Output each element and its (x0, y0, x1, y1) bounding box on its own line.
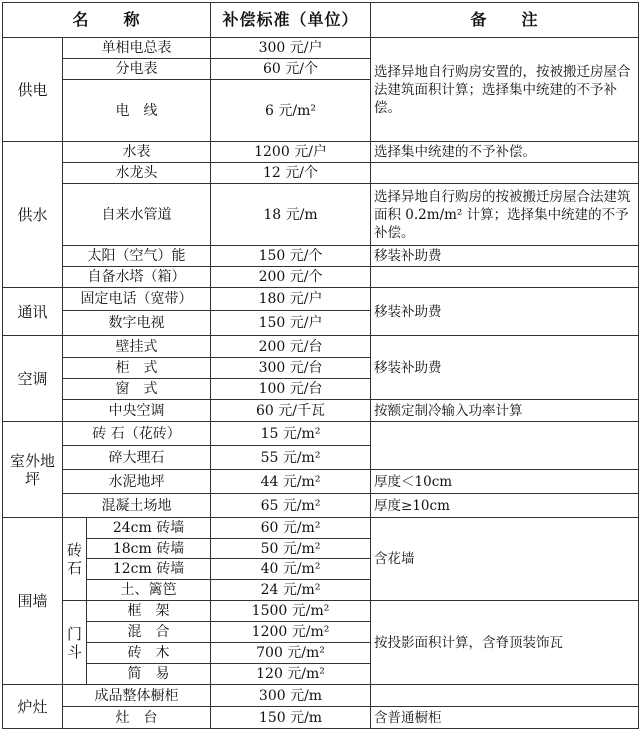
item-standard: 1200 元/m² (211, 622, 371, 643)
item-name: 灶 台 (63, 707, 211, 729)
note-empty (371, 422, 639, 470)
note-concrete: 厚度≥10cm (371, 494, 639, 518)
item-standard: 55 元/m² (211, 446, 371, 470)
item-standard: 1200 元/户 (211, 142, 371, 163)
item-standard: 100 元/台 (211, 379, 371, 400)
table-row (3, 518, 639, 539)
item-standard: 60 元/千瓦 (211, 400, 371, 422)
note-stove: 含普通橱柜 (371, 707, 639, 729)
item-name: 电 线 (63, 80, 211, 142)
item-standard: 180 元/户 (211, 288, 371, 311)
table-row (3, 707, 639, 729)
item-standard: 300 元/m (211, 685, 371, 707)
table-row (3, 288, 639, 311)
item-name: 成品整体橱柜 (63, 685, 211, 707)
item-name: 水表 (63, 142, 211, 163)
table-row (3, 163, 639, 184)
table-row (3, 601, 639, 622)
table-row (3, 142, 639, 163)
compensation-table (2, 2, 639, 729)
item-name: 土、篱笆 (87, 580, 211, 601)
item-name: 自来水管道 (63, 184, 211, 246)
note-ac: 移装补助费 (371, 336, 639, 400)
item-standard: 60 元/m² (211, 518, 371, 539)
table-row (3, 400, 639, 422)
item-name: 混凝土场地 (63, 494, 211, 518)
item-standard: 15 元/m² (211, 422, 371, 446)
note-telecom: 移装补助费 (371, 288, 639, 336)
item-name: 分电表 (63, 59, 211, 80)
note-water-pipe: 选择异地自行购房的按被搬迁房屋合法建筑面积 0.2m/m² 计算；选择集中统建的不予补偿。 (371, 184, 639, 246)
category-water: 供水 (3, 142, 63, 288)
item-standard: 150 元/户 (211, 311, 371, 336)
item-name: 水龙头 (63, 163, 211, 184)
table-row (3, 494, 639, 518)
item-name: 18cm 砖墙 (87, 539, 211, 559)
item-name: 砖 石（花砖） (63, 422, 211, 446)
header-row (3, 3, 639, 38)
subcategory-gate: 门斗 (63, 601, 87, 685)
item-name: 太阳（空气）能 (63, 246, 211, 267)
item-standard: 12 元/个 (211, 163, 371, 184)
note-power: 选择异地自行购房安置的，按被搬迁房屋合法建筑面积计算；选择集中统建的不予补偿。 (371, 38, 639, 142)
item-standard: 65 元/m² (211, 494, 371, 518)
header-standard: 补偿标准（单位） (211, 3, 371, 38)
item-name: 简 易 (87, 664, 211, 685)
category-telecom: 通讯 (3, 288, 63, 336)
table-row (3, 336, 639, 358)
note-brick-wall: 含花墙 (371, 518, 639, 601)
item-name: 混 合 (87, 622, 211, 643)
item-name: 12cm 砖墙 (87, 559, 211, 580)
note-empty (371, 163, 639, 184)
note-empty (371, 267, 639, 288)
item-name: 框 架 (87, 601, 211, 622)
item-name: 水泥地坪 (63, 470, 211, 494)
item-standard: 24 元/m² (211, 580, 371, 601)
header-name: 名 称 (3, 3, 211, 38)
item-standard: 300 元/台 (211, 358, 371, 379)
item-name: 壁挂式 (63, 336, 211, 358)
item-name: 自备水塔（箱） (63, 267, 211, 288)
header-note: 备 注 (371, 3, 639, 38)
subcategory-brick: 砖石 (63, 518, 87, 601)
category-wall: 围墙 (3, 518, 63, 685)
item-standard: 200 元/个 (211, 267, 371, 288)
item-standard: 200 元/台 (211, 336, 371, 358)
item-standard: 50 元/m² (211, 539, 371, 559)
item-standard: 44 元/m² (211, 470, 371, 494)
item-name: 数字电视 (63, 311, 211, 336)
item-standard: 700 元/m² (211, 643, 371, 664)
item-standard: 40 元/m² (211, 559, 371, 580)
note-empty (371, 685, 639, 707)
item-name: 中央空调 (63, 400, 211, 422)
item-name: 柜 式 (63, 358, 211, 379)
item-name: 砖 木 (87, 643, 211, 664)
note-gate: 按投影面积计算，含脊顶装饰瓦 (371, 601, 639, 685)
category-power: 供电 (3, 38, 63, 142)
item-name: 24cm 砖墙 (87, 518, 211, 539)
table-row (3, 246, 639, 267)
note-central-ac: 按额定制冷输入功率计算 (371, 400, 639, 422)
item-name: 单相电总表 (63, 38, 211, 59)
item-name: 碎大理石 (63, 446, 211, 470)
item-standard: 60 元/个 (211, 59, 371, 80)
item-standard: 18 元/m (211, 184, 371, 246)
item-standard: 6 元/m² (211, 80, 371, 142)
item-standard: 150 元/个 (211, 246, 371, 267)
note-water-meter: 选择集中统建的不予补偿。 (371, 142, 639, 163)
category-stove: 炉灶 (3, 685, 63, 729)
item-standard: 120 元/m² (211, 664, 371, 685)
item-standard: 150 元/m (211, 707, 371, 729)
table-row (3, 267, 639, 288)
note-solar: 移装补助费 (371, 246, 639, 267)
table-row (3, 470, 639, 494)
item-name: 窗 式 (63, 379, 211, 400)
item-name: 固定电话（宽带） (63, 288, 211, 311)
table-row (3, 184, 639, 246)
category-ground: 室外地坪 (3, 422, 63, 518)
item-standard: 300 元/户 (211, 38, 371, 59)
table-row (3, 685, 639, 707)
item-standard: 1500 元/m² (211, 601, 371, 622)
category-ac: 空调 (3, 336, 63, 422)
table-row (3, 422, 639, 446)
table-row (3, 38, 639, 59)
note-cement: 厚度＜10cm (371, 470, 639, 494)
